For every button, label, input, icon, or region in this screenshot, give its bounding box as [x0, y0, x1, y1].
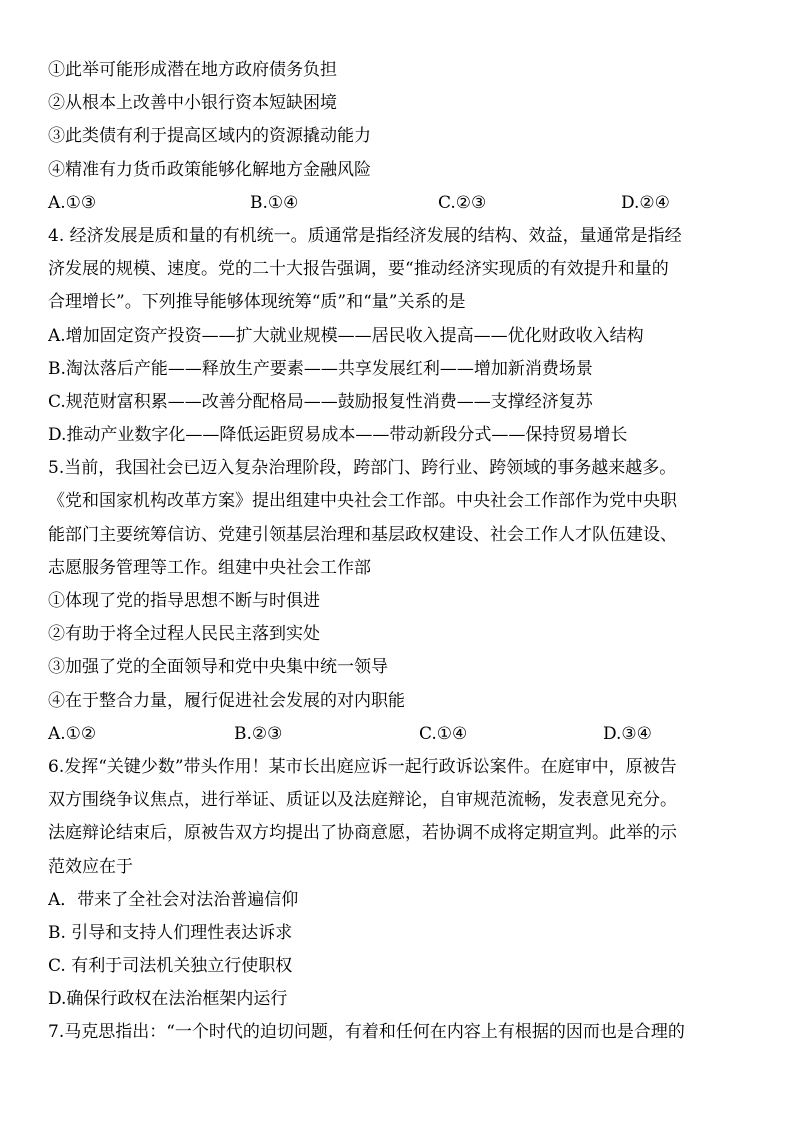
choice-b: B.淘汰落后产能——释放生产要素——共享发展红利——增加新消费场景 — [48, 358, 593, 379]
choice-c: C.规范财富积累——改善分配格局——鼓励报复性消费——支撑经济复苏 — [48, 391, 593, 412]
question-6-line-4: 范效应在于 — [48, 856, 133, 877]
question-6-line-1: 6.发挥“关键少数”带头作用！某市长出庭应诉一起行政诉讼案件。在庭审中，原被告 — [48, 756, 677, 777]
choice-a: A．带来了全社会对法治普遍信仰 — [48, 889, 299, 910]
option-c: C.②③ — [438, 192, 487, 213]
choice-c: C. 有利于司法机关独立行使职权 — [48, 956, 293, 977]
question-5-line-2: 《党和国家机构改革方案》提出组建中央社会工作部。中央社会工作部作为党中央职 — [48, 491, 677, 512]
statement-3: ③此类债有利于提高区域内的资源撬动能力 — [48, 126, 371, 147]
q3-options — [48, 187, 760, 220]
option-c: C.①④ — [419, 723, 468, 744]
choice-a: A.增加固定资产投资——扩大就业规模——居民收入提高——优化财政收入结构 — [48, 325, 644, 346]
option-b: B.①④ — [250, 192, 299, 213]
statement-1: ①体现了党的指导思想不断与时俱进 — [48, 591, 320, 611]
option-d: D.③④ — [603, 723, 652, 744]
statement-4: ④在于整合力量，履行促进社会发展的对内职能 — [48, 690, 405, 711]
question-6-line-2: 双方围绕争议焦点，进行举证、质证以及法庭辩论，自审规范流畅，发表意见充分。 — [48, 790, 677, 811]
question-5-line-3: 能部门主要统筹信访、党建引领基层治理和基层政权建设、社会工作人才队伍建设、 — [48, 524, 677, 545]
question-5-line-4: 志愿服务管理等工作。组建中央社会工作部 — [48, 557, 371, 578]
option-a: A.①② — [48, 723, 97, 744]
statement-4: ④精准有力货币政策能够化解地方金融风险 — [48, 159, 371, 180]
question-6-line-3: 法庭辩论结束后，原被告双方均提出了协商意愿，若协调不成将定期宣判。此举的示 — [48, 823, 677, 844]
exam-page — [48, 54, 760, 1050]
statement-2: ②有助于将全过程人民民主落到实处 — [48, 624, 320, 645]
option-a: A.①③ — [48, 192, 97, 213]
choice-d: D.推动产业数字化——降低运距贸易成本——带动新段分式——保持贸易增长 — [48, 425, 628, 446]
option-d: D.②④ — [621, 192, 670, 213]
statement-1: ①此举可能形成潜在地方政府债务负担 — [48, 60, 337, 80]
question-4-line-1: 4. 经济发展是质和量的有机统一。质通常是指经济发展的结构、效益，量通常是指经 — [48, 225, 682, 246]
question-4-line-3: 合理增长”。下列推导能够体现统筹“质”和“量”关系的是 — [48, 292, 466, 313]
choice-d: D.确保行政权在法治框架内运行 — [48, 989, 288, 1010]
statement-2: ②从根本上改善中小银行资本短缺困境 — [48, 93, 337, 114]
choice-b: B. 引导和支持人们理性表达诉求 — [48, 922, 293, 943]
question-5-line-1: 5.当前，我国社会已迈入复杂治理阶段，跨部门、跨行业、跨领域的事务越来越多。 — [48, 458, 677, 479]
question-7-line-1: 7.马克思指出：“一个时代的迫切问题，有着和任何在内容上有根据的因而也是合理的 — [48, 1022, 685, 1043]
statement-3: ③加强了党的全面领导和党中央集中统一领导 — [48, 657, 388, 678]
option-b: B.②③ — [234, 723, 283, 744]
question-4-line-2: 济发展的规模、速度。党的二十大报告强调，要“推动经济实现质的有效提升和量的 — [48, 259, 669, 280]
q5-options — [48, 718, 760, 751]
